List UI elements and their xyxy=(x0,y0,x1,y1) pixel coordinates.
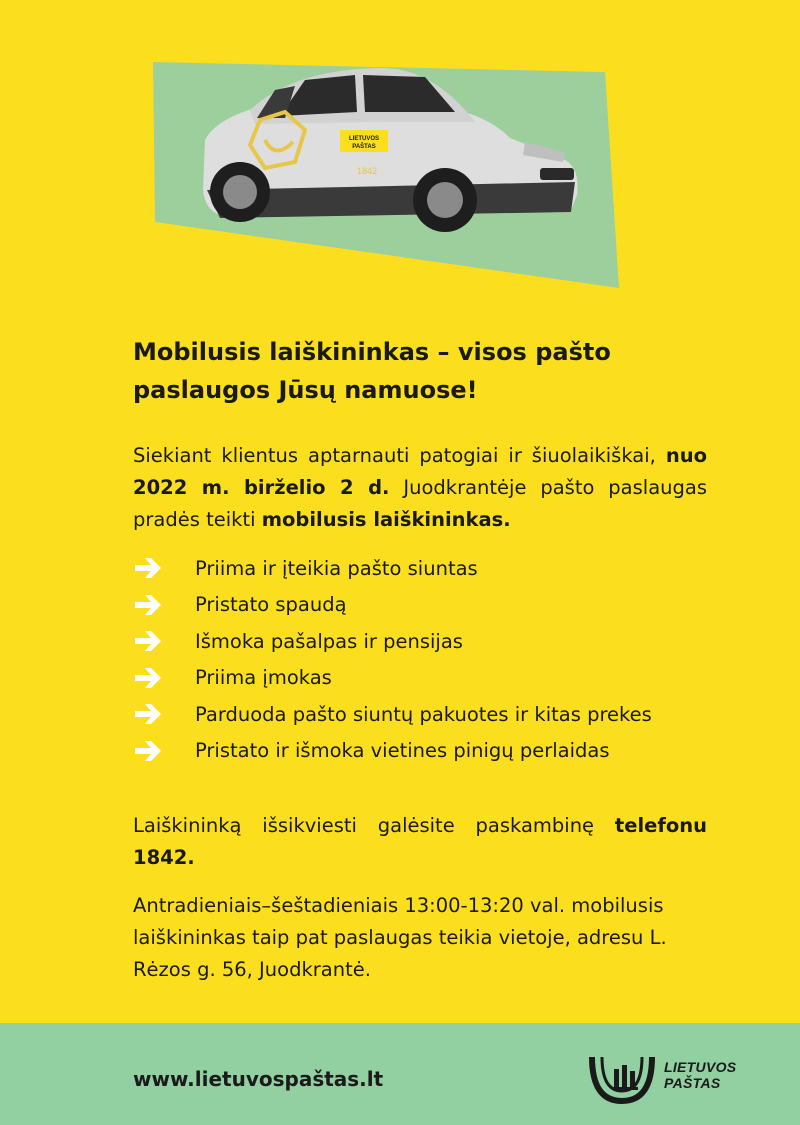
arrow-right-icon xyxy=(133,554,195,582)
footer xyxy=(0,1023,800,1125)
list-item xyxy=(133,550,713,587)
arrow-right-icon xyxy=(133,591,195,619)
car-sticker-line1: LIETUVOS xyxy=(348,136,380,142)
car-phone-text: 1842 xyxy=(357,166,378,176)
intro-text-before: Siekiant klientus aptarnauti patogiai ir šiuolaikiškai, xyxy=(133,444,666,467)
logo-line2: PAŠTAS xyxy=(664,1075,721,1091)
service-label: Išmoka pašalpas ir pensijas xyxy=(195,629,463,653)
hero-image xyxy=(145,50,625,290)
service-label: Parduoda pašto siuntų pakuotes ir kitas prekes xyxy=(195,702,652,726)
arrow-right-icon xyxy=(133,664,195,692)
contact-phone: telefonu 1842. xyxy=(133,814,707,869)
service-label: Priima ir įteikia pašto siuntas xyxy=(195,556,478,580)
list-item xyxy=(133,696,713,733)
intro-text-middle: Juodkrantėje pašto paslaugas pradės teikti xyxy=(133,476,707,531)
intro-paragraph xyxy=(133,440,707,536)
car-sticker-line2: PAŠTAS xyxy=(352,144,376,150)
service-label: Priima įmokas xyxy=(195,666,332,690)
arrow-right-icon xyxy=(133,627,195,655)
services-list xyxy=(133,550,713,769)
list-item xyxy=(133,733,713,770)
list-item xyxy=(133,623,713,660)
contact-text: Laiškininką išsikviesti galėsite paskambinę xyxy=(133,814,615,837)
headline: Mobilusis laiškininkas – visos pašto paslaugos Jūsų namuose! xyxy=(133,338,611,404)
logo-line1: LIETUVOS xyxy=(664,1059,737,1075)
lietuvos-pastas-logo xyxy=(588,1051,738,1107)
service-label: Pristato ir išmoka vietines pinigų perlaidas xyxy=(195,739,610,763)
intro-service: mobilusis laiškininkas. xyxy=(261,508,511,531)
website-link[interactable]: www.lietuvospaštas.lt xyxy=(133,1067,384,1091)
list-item xyxy=(133,587,713,624)
contact-paragraph xyxy=(133,810,707,874)
intro-date: nuo 2022 m. birželio 2 d. xyxy=(133,444,707,499)
list-item xyxy=(133,660,713,697)
service-label: Pristato spaudą xyxy=(195,593,347,617)
hours-paragraph: Antradieniais–šeštadieniais 13:00-13:20 val. mobilusis laiškininkas taip pat paslaugas teikia vietoje, adresu L. Rėzos g. 56, Juodkrantė. xyxy=(133,894,667,981)
arrow-right-icon xyxy=(133,737,195,765)
arrow-right-icon xyxy=(133,700,195,728)
post-horn-icon xyxy=(588,1051,660,1107)
